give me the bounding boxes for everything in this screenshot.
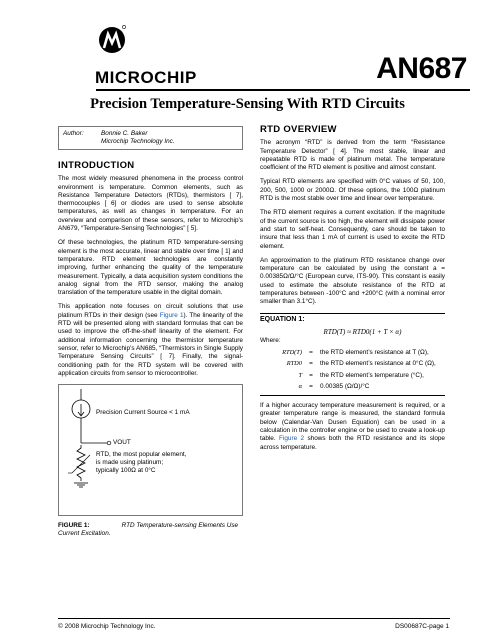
brand-name: MICROCHIP — [95, 68, 197, 87]
vout-label: VOUT — [113, 439, 131, 447]
equation-where: Where: — [260, 337, 281, 345]
equation-equals: = — [309, 371, 313, 379]
equation-heading: EQUATION 1: — [260, 315, 305, 323]
footer-page-number: DS00687C-page 1 — [395, 623, 449, 630]
figure-1-caption: FIGURE 1: RTD Temperature-sensing Elements Use Current Excitation. — [58, 522, 239, 538]
rtd-overview-heading: RTD OVERVIEW — [260, 124, 337, 135]
current-source-label: Precision Current Source < 1 mA — [96, 409, 190, 417]
rtd-circuit-diagram — [59, 385, 242, 513]
intro-paragraph-3: This application note focuses on circuit solutions that use platinum RTDs in their design (see Figure 1). The linearity of the RTD will be presented along with standard formulas that can be used to improve the off-the-shelf linearity of the element. For additional information concerning the thermistor temperature sensor, refer to Microchip’s AN685, “Thermistors in Single Supply Temperature Sensing Circuits” [ 7]. Finally, the signal-conditioning path for the RTD system will be covered with application circuits from sensor to microcontroller. — [58, 303, 243, 377]
rtd-paragraph-5: If a higher accuracy temperature measurement is required, or a greater temperature range is measured, the standard formula below (Calendar-Van Dusen Equation) can be used in a calculation in the controller engine or be used to create a look-up table. Figure 2 shows both the RTD resistance and its slope across temperature. — [260, 402, 445, 451]
figure-1-link[interactable]: Figure 1 — [159, 311, 184, 319]
page-title: Precision Temperature-Sensing With RTD Circuits — [90, 96, 405, 112]
equation-symbol: α — [298, 382, 302, 390]
equation-1 — [260, 313, 445, 396]
equation-definition: the RTD element’s temperature (°C), — [320, 371, 424, 379]
equation-symbol: RTD(T) — [282, 349, 302, 357]
equation-definition-row — [260, 372, 445, 380]
equation-symbol: RTD0 — [286, 360, 302, 368]
footer-copyright: © 2008 Microchip Technology Inc. — [58, 623, 156, 630]
figure-1-diagram — [58, 384, 243, 516]
rtd-resistor-icon — [77, 445, 85, 481]
rtd-paragraph-3: The RTD element requires a current excitation. If the magnitude of the current source is too high, the element will dissipate power and start to self-heat. Consequently, care should be taken to insure that less than 1 mA of current is used to excite the RTD element. — [260, 209, 445, 250]
equation-definition-row — [260, 383, 445, 391]
figure-2-link[interactable]: Figure 2 — [279, 435, 305, 443]
rtd-paragraph-4: An approximation to the platinum RTD resistance change over temperature can be calculated by using the constant a = 0.00385Ω/Ω/°C (European curve, ITS-90). This constant is easily used to estimate the absolute resistance of the RTD at temperatures between -100°C and +200°C (with a nominal error smaller than 3.1°C). — [260, 256, 445, 306]
equation-formula: RTD(T) ≈ RTD0(1 + T × α) — [323, 327, 402, 336]
equation-definition: 0.00385 (Ω/Ω)/°C — [320, 382, 370, 390]
rtd-paragraph-2: Typical RTD elements are specified with 0°C values of 50, 100, 200, 500, 1000 or 2000Ω. Of these options, the 100Ω platinum RTD is the most stable over time and linear over temperature. — [260, 178, 445, 203]
equation-definition: the RTD element’s resistance at 0°C (Ω), — [320, 360, 436, 368]
equation-equals: = — [309, 349, 313, 357]
equation-definition-row — [260, 360, 445, 368]
rtd-description: RTD, the most popular element, is made using platinum; typically 100Ω at 0°C — [96, 451, 187, 475]
author-box — [58, 126, 243, 150]
equation-definition: the RTD element’s resistance at T (Ω), — [320, 349, 429, 357]
equation-definition-row — [260, 349, 445, 357]
header-rule — [96, 89, 470, 91]
equation-bottom-rule — [260, 395, 445, 396]
author-label: Author: — [63, 130, 84, 137]
right-column — [260, 126, 445, 458]
intro-heading: INTRODUCTION — [58, 160, 135, 171]
document-number: AN687 — [376, 52, 467, 85]
equation-equals: = — [309, 382, 313, 390]
author-company: Microchip Technology Inc. — [101, 138, 175, 145]
equation-symbol: T — [298, 371, 302, 379]
equation-rule — [260, 313, 445, 314]
footer-rule — [58, 618, 450, 619]
equation-definitions — [260, 349, 445, 391]
author-name: Bonnie C. Baker — [101, 130, 148, 137]
intro-paragraph-2: Of these technologies, the platinum RTD temperature-sensing element is the most accurate, linear and stable over time [ 1] and temperature. RTD element technologies are constantly improving, further enhancing the quality of the temperature measurement. Typically, a data acquisition system conditions the analog signal from the RTD sensor, making the analog translation of the temperature usable in the digital domain. — [58, 239, 243, 297]
rtd-paragraph-1: The acronym “RTD” is derived from the term “Resistance Temperature Detector” [ 4]. The most stable, linear and repeatable RTD is made of platinum metal. The temperature coefficient of the RTD element is positive and almost constant. — [260, 139, 445, 172]
equation-equals: = — [309, 360, 313, 368]
microchip-logo-icon — [98, 22, 126, 58]
intro-paragraph-1: The most widely measured phenomena in the process control environment is temperature. Common elements, such as Resistance Temperature Detectors (RTDs), thermistors [ 7], thermocouples [ 6] or diodes are used to sense absolute temperatures, as well as changes in temperature. For an overview and comparison of these sensors, refer to Microchip’s AN679, “Temperature-Sensing Technologies” [ 5]. — [58, 175, 243, 233]
left-column — [58, 126, 243, 539]
